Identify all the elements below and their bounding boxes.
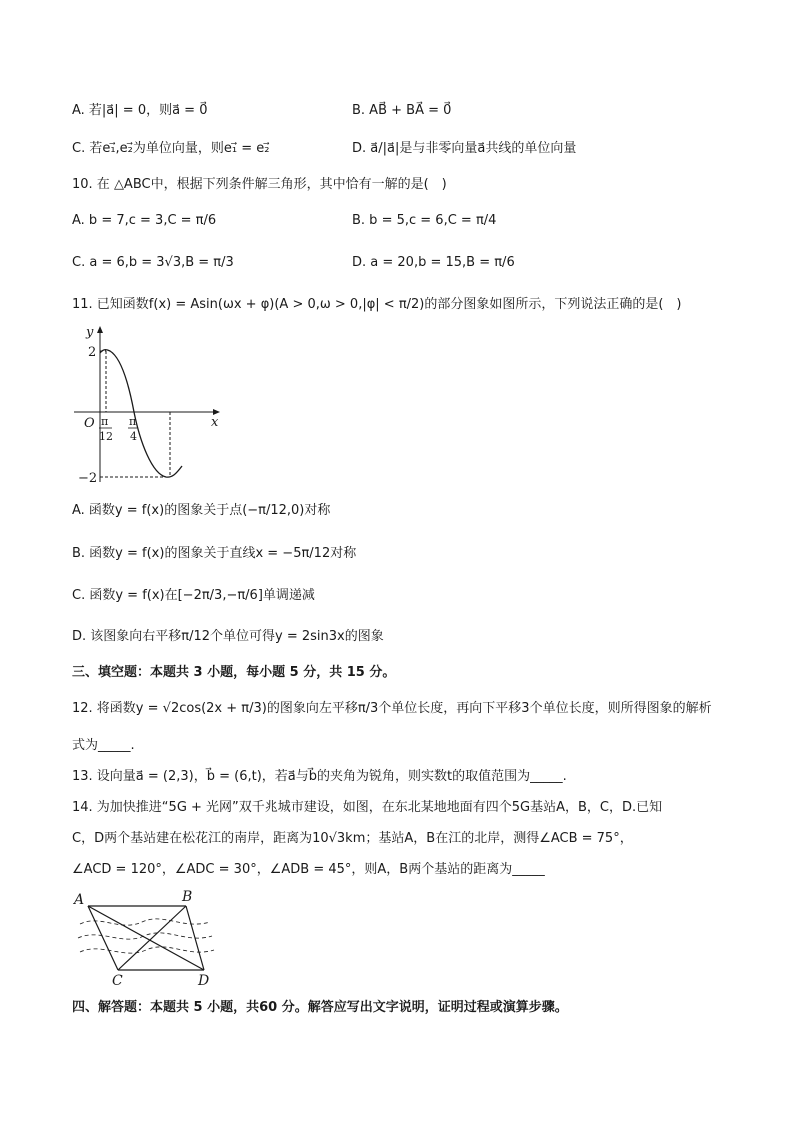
q14-line-2: C，D两个基站建在松花江的南岸，距离为10√3km；基站A，B在江的北岸，测得∠ACB = 75°， — [72, 831, 633, 846]
q9-option-a: A. 若|a⃗| = 0，则a⃗ = 0⃗ — [72, 103, 208, 118]
base-station-figure — [70, 888, 220, 988]
q11-option-c: C. 函数y = f(x)在[−2π/3,−π/6]单调递减 — [72, 588, 315, 603]
y-min-label: −2 — [78, 471, 98, 486]
q11-option-a: A. 函数y = f(x)的图象关于点(−π/12,0)对称 — [72, 503, 331, 518]
origin-label: O — [84, 416, 95, 431]
q9-option-b: B. AB⃗ + BA⃗ = 0⃗ — [352, 103, 452, 118]
tick-pi-12-den: 12 — [99, 430, 113, 443]
vertex-c-label: C — [112, 973, 123, 988]
vertex-d-label: D — [198, 973, 210, 988]
diagonal-bc — [118, 906, 186, 970]
q12-line-1: 12. 将函数y = √2cos(2x + π/3)的图象向左平移π/3个单位长度，再向下平移3个单位长度，则所得图象的解析 — [72, 701, 712, 716]
vertex-a-label: A — [74, 892, 85, 908]
tick-pi-4-den: 4 — [130, 430, 137, 443]
section-3-heading: 三、填空题：本题共 3 小题，每小题 5 分，共 15 分。 — [72, 665, 396, 680]
q10-option-a: A. b = 7,c = 3,C = π/6 — [72, 213, 217, 228]
q10-option-b: B. b = 5,c = 6,C = π/4 — [352, 213, 497, 228]
diagonal-ad — [88, 906, 204, 970]
q14-line-3: ∠ACD = 120°，∠ADC = 30°，∠ADB = 45°，则A，B两个基站的距离为_____ — [72, 862, 545, 877]
river-bank-middle — [78, 933, 212, 939]
tick-pi-4-num: π — [129, 415, 137, 428]
q13: 13. 设向量a⃗ = (2,3)，b⃗ = (6,t)，若a⃗与b⃗的夹角为锐角，则实数t的取值范围为_____. — [72, 769, 567, 784]
q11-option-b: B. 函数y = f(x)的图象关于直线x = −5π/12对称 — [72, 546, 357, 561]
q10-stem: 10. 在 △ABC中，根据下列条件解三角形，其中恰有一解的是( ) — [72, 177, 447, 192]
section-4-heading: 四、解答题：本题共 5 小题，共60 分。解答应写出文字说明，证明过程或演算步骤。 — [72, 1000, 568, 1015]
edge-bd — [186, 906, 204, 970]
q9-option-c: C. 若e₁⃗,e₂⃗为单位向量，则e₁⃗ = e₂⃗ — [72, 141, 270, 156]
q14-line-1: 14. 为加快推进“5G + 光网”双千兆城市建设，如图，在东北某地地面有四个5G基站A，B，C，D.已知 — [72, 800, 663, 815]
q12-line-2: 式为_____. — [72, 738, 135, 753]
q11-stem: 11. 已知函数f(x) = Asin(ωx + φ)(A > 0,ω > 0,|φ| < π/2)的部分图象如图所示，下列说法正确的是( ) — [72, 297, 682, 312]
tick-pi-12-num: π — [101, 415, 109, 428]
q9-option-d: D. a⃗/|a⃗|是与非零向量a⃗共线的单位向量 — [352, 141, 577, 156]
sine-graph-figure — [70, 322, 230, 488]
y-axis-arrow — [97, 326, 103, 333]
edge-ac — [88, 906, 118, 970]
q10-option-d: D. a = 20,b = 15,B = π/6 — [352, 255, 515, 270]
vertex-b-label: B — [182, 889, 193, 905]
x-axis-label: x — [211, 415, 219, 430]
q11-option-d: D. 该图象向右平移π/12个单位可得y = 2sin3x的图象 — [72, 629, 384, 644]
river-bank-lower — [80, 947, 214, 953]
y-max-label: 2 — [88, 345, 97, 360]
y-axis-label: y — [86, 325, 94, 340]
q10-option-c: C. a = 6,b = 3√3,B = π/3 — [72, 255, 234, 270]
